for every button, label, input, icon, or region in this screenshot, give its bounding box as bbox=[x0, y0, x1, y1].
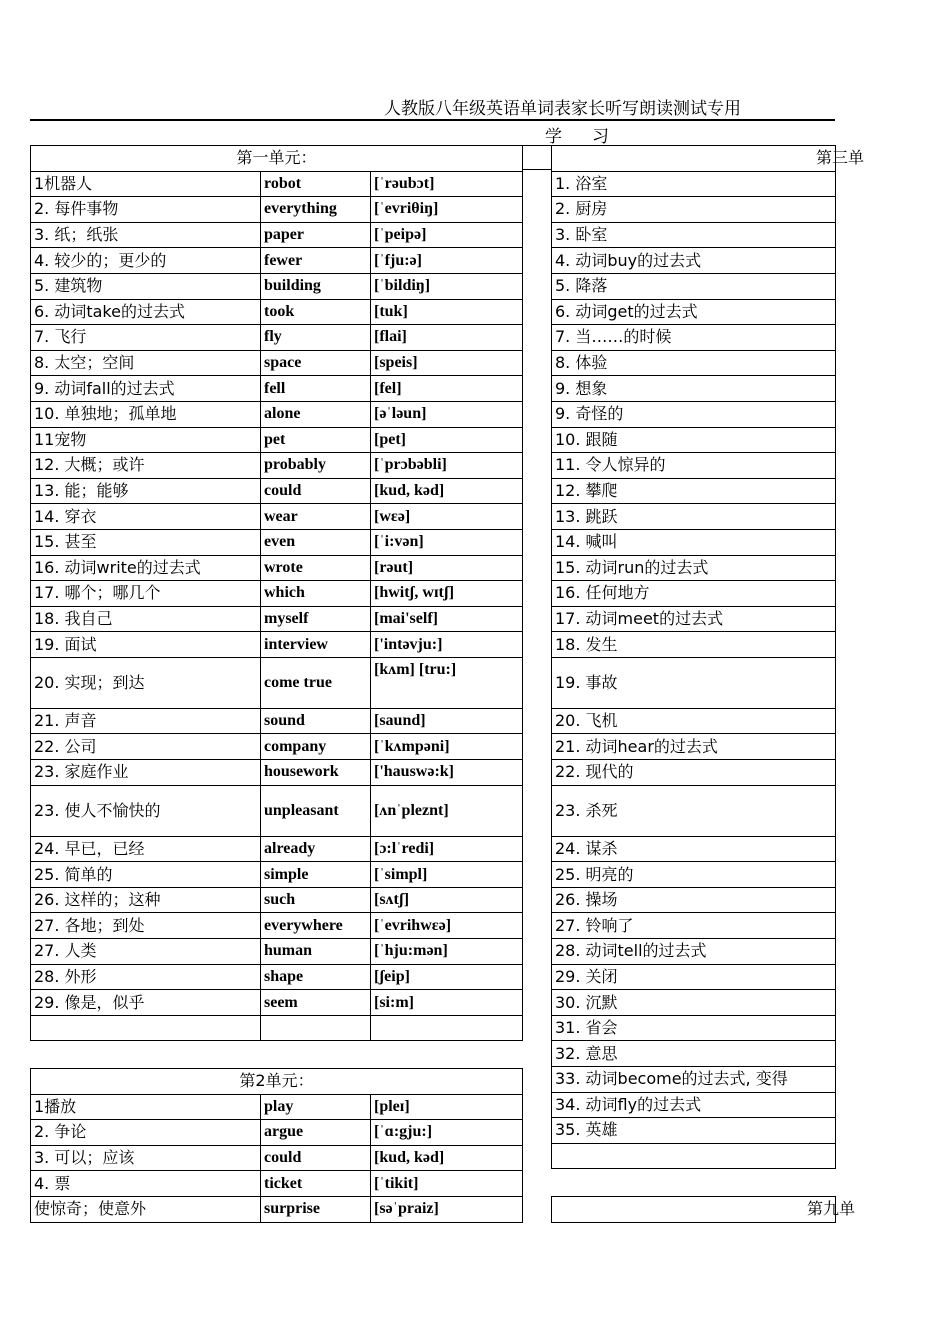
phonetic-cell: [ˈsimpl] bbox=[371, 862, 523, 888]
english-cell: could bbox=[261, 478, 371, 504]
unit9-table bbox=[551, 1196, 855, 1223]
chinese-cell bbox=[552, 1143, 836, 1169]
table-row bbox=[31, 657, 523, 708]
table-row bbox=[552, 862, 836, 888]
chinese-cell: 14. 喊叫 bbox=[552, 529, 836, 555]
table-row bbox=[552, 1067, 836, 1093]
table-row bbox=[552, 478, 836, 504]
chinese-cell: 23. 家庭作业 bbox=[31, 760, 261, 786]
table-row bbox=[31, 197, 523, 223]
table-row bbox=[31, 785, 523, 836]
phonetic-cell: [ˈpeipə] bbox=[371, 222, 523, 248]
chinese-cell: 26. 操场 bbox=[552, 887, 836, 913]
table-row bbox=[552, 504, 836, 530]
chinese-cell: 29. 关闭 bbox=[552, 964, 836, 990]
table-row bbox=[552, 171, 836, 197]
table-row bbox=[552, 427, 836, 453]
english-cell: sound bbox=[261, 708, 371, 734]
phonetic-cell: [kʌm] [tru:] bbox=[371, 657, 523, 708]
phonetic-cell: [sʌtʃ] bbox=[371, 887, 523, 913]
table-row bbox=[552, 299, 836, 325]
table-row bbox=[552, 555, 836, 581]
table-row bbox=[31, 708, 523, 734]
chinese-cell: 1. 浴室 bbox=[552, 171, 836, 197]
english-cell: wrote bbox=[261, 555, 371, 581]
page-subtitle: 学习 bbox=[545, 127, 639, 147]
phonetic-cell: [kud, kəd] bbox=[371, 478, 523, 504]
chinese-cell: 7. 飞行 bbox=[31, 325, 261, 351]
table-row bbox=[552, 887, 836, 913]
chinese-cell: 35. 英雄 bbox=[552, 1118, 836, 1144]
english-cell: alone bbox=[261, 401, 371, 427]
english-cell: shape bbox=[261, 964, 371, 990]
table-row bbox=[552, 632, 836, 658]
phonetic-cell: [flai] bbox=[371, 325, 523, 351]
english-cell: already bbox=[261, 836, 371, 862]
table-row bbox=[552, 350, 836, 376]
english-cell: building bbox=[261, 273, 371, 299]
chinese-cell: 30. 沉默 bbox=[552, 990, 836, 1016]
chinese-cell: 15. 动词run的过去式 bbox=[552, 555, 836, 581]
phonetic-cell: [kud, kəd] bbox=[371, 1145, 523, 1171]
phonetic-cell: [ˈprɔbəbli] bbox=[371, 453, 523, 479]
phonetic-cell: [ˈtikit] bbox=[371, 1171, 523, 1197]
english-cell: surprise bbox=[261, 1196, 371, 1222]
chinese-cell: 1播放 bbox=[31, 1094, 261, 1120]
chinese-cell: 29. 像是，似乎 bbox=[31, 990, 261, 1016]
english-cell: ticket bbox=[261, 1171, 371, 1197]
chinese-cell: 20. 飞机 bbox=[552, 708, 836, 734]
chinese-cell: 33. 动词become的过去式, 变得 bbox=[552, 1067, 836, 1093]
chinese-cell: 25. 简单的 bbox=[31, 862, 261, 888]
table-row bbox=[552, 197, 836, 223]
chinese-cell: 31. 省会 bbox=[552, 1015, 836, 1041]
phonetic-cell: [pleɪ] bbox=[371, 1094, 523, 1120]
phonetic-cell: [hwitʃ, wɪtʃ] bbox=[371, 581, 523, 607]
chinese-cell: 19. 事故 bbox=[552, 657, 836, 708]
phonetic-cell: [wɛə] bbox=[371, 504, 523, 530]
phonetic-cell: [ʌnˈpleznt] bbox=[371, 785, 523, 836]
phonetic-cell: [ʃeip] bbox=[371, 964, 523, 990]
table-row bbox=[31, 1120, 523, 1146]
english-cell: argue bbox=[261, 1120, 371, 1146]
chinese-cell: 28. 动词tell的过去式 bbox=[552, 939, 836, 965]
phonetic-cell: [rəut] bbox=[371, 555, 523, 581]
english-cell: fewer bbox=[261, 248, 371, 274]
chinese-cell: 11宠物 bbox=[31, 427, 261, 453]
chinese-cell: 28. 外形 bbox=[31, 964, 261, 990]
chinese-cell: 1机器人 bbox=[31, 171, 261, 197]
table-row bbox=[31, 581, 523, 607]
table-row bbox=[552, 606, 836, 632]
table-row bbox=[552, 273, 836, 299]
english-cell: pet bbox=[261, 427, 371, 453]
phonetic-cell: [ˈevrihwɛə] bbox=[371, 913, 523, 939]
english-cell: such bbox=[261, 887, 371, 913]
chinese-cell: 23. 使人不愉快的 bbox=[31, 785, 261, 836]
page-title: 人教版八年级英语单词表家长听写朗读测试专用 bbox=[384, 99, 741, 119]
table-row bbox=[31, 555, 523, 581]
table-row bbox=[31, 887, 523, 913]
table-row bbox=[552, 1092, 836, 1118]
chinese-cell: 26. 这样的；这种 bbox=[31, 887, 261, 913]
english-cell: play bbox=[261, 1094, 371, 1120]
phonetic-cell bbox=[371, 1015, 523, 1041]
english-cell: everywhere bbox=[261, 913, 371, 939]
english-cell: human bbox=[261, 939, 371, 965]
table-row bbox=[31, 222, 523, 248]
table-row bbox=[31, 862, 523, 888]
chinese-cell bbox=[31, 1015, 261, 1041]
phonetic-cell: [səˈpraiz] bbox=[371, 1196, 523, 1222]
english-cell: space bbox=[261, 350, 371, 376]
table-row bbox=[31, 273, 523, 299]
chinese-cell: 25. 明亮的 bbox=[552, 862, 836, 888]
english-cell bbox=[261, 1015, 371, 1041]
chinese-cell: 10. 跟随 bbox=[552, 427, 836, 453]
chinese-cell: 17. 动词meet的过去式 bbox=[552, 606, 836, 632]
table-row bbox=[31, 529, 523, 555]
table-row bbox=[552, 964, 836, 990]
chinese-cell: 9. 奇怪的 bbox=[552, 401, 836, 427]
table-row bbox=[31, 964, 523, 990]
chinese-cell: 3. 纸；纸张 bbox=[31, 222, 261, 248]
chinese-cell: 27. 各地；到处 bbox=[31, 913, 261, 939]
phonetic-cell: [saund] bbox=[371, 708, 523, 734]
table-row bbox=[552, 581, 836, 607]
chinese-cell: 16. 动词write的过去式 bbox=[31, 555, 261, 581]
chinese-cell: 12. 大概；或许 bbox=[31, 453, 261, 479]
table-row bbox=[31, 1196, 523, 1222]
english-cell: could bbox=[261, 1145, 371, 1171]
table-row bbox=[552, 325, 836, 351]
table-row bbox=[552, 222, 836, 248]
unit1-table bbox=[30, 145, 523, 1041]
unit2-heading: 第2单元： bbox=[31, 1069, 523, 1095]
english-cell: housework bbox=[261, 760, 371, 786]
phonetic-cell: [mai'self] bbox=[371, 606, 523, 632]
chinese-cell: 7. 当……的时候 bbox=[552, 325, 836, 351]
phonetic-cell: [tuk] bbox=[371, 299, 523, 325]
english-cell: which bbox=[261, 581, 371, 607]
chinese-cell: 22. 公司 bbox=[31, 734, 261, 760]
title-underline bbox=[30, 119, 835, 121]
chinese-cell: 32. 意思 bbox=[552, 1041, 836, 1067]
table-row bbox=[552, 760, 836, 786]
table-row bbox=[31, 376, 523, 402]
chinese-cell: 11. 令人惊异的 bbox=[552, 453, 836, 479]
phonetic-cell: [ˈbildiŋ] bbox=[371, 273, 523, 299]
english-cell: fell bbox=[261, 376, 371, 402]
english-cell: robot bbox=[261, 171, 371, 197]
table-row bbox=[31, 836, 523, 862]
english-cell: fly bbox=[261, 325, 371, 351]
phonetic-cell: ['hauswə:k] bbox=[371, 760, 523, 786]
phonetic-cell: [ɔ:lˈredi] bbox=[371, 836, 523, 862]
phonetic-cell: ['intəvju:] bbox=[371, 632, 523, 658]
table-row bbox=[31, 760, 523, 786]
chinese-cell: 13. 能；能够 bbox=[31, 478, 261, 504]
table-row bbox=[552, 1015, 836, 1041]
english-cell: probably bbox=[261, 453, 371, 479]
phonetic-cell: [ˈrəubɔt] bbox=[371, 171, 523, 197]
phonetic-cell: [ˈkʌmpəni] bbox=[371, 734, 523, 760]
english-cell: unpleasant bbox=[261, 785, 371, 836]
chinese-cell: 10. 单独地；孤单地 bbox=[31, 401, 261, 427]
table-row bbox=[31, 913, 523, 939]
english-cell: simple bbox=[261, 862, 371, 888]
phonetic-cell: [ˈhju:mən] bbox=[371, 939, 523, 965]
table-row bbox=[31, 299, 523, 325]
table-row bbox=[31, 990, 523, 1016]
chinese-cell: 27. 人类 bbox=[31, 939, 261, 965]
chinese-cell: 2. 厨房 bbox=[552, 197, 836, 223]
table-row bbox=[552, 376, 836, 402]
table-row bbox=[552, 1143, 836, 1169]
chinese-cell: 24. 谋杀 bbox=[552, 836, 836, 862]
table-row bbox=[31, 171, 523, 197]
table-row bbox=[31, 504, 523, 530]
chinese-cell: 4. 动词buy的过去式 bbox=[552, 248, 836, 274]
chinese-cell: 18. 我自己 bbox=[31, 606, 261, 632]
chinese-cell: 4. 较少的；更少的 bbox=[31, 248, 261, 274]
table-row bbox=[552, 1041, 836, 1067]
table-row bbox=[31, 939, 523, 965]
chinese-cell: 12. 攀爬 bbox=[552, 478, 836, 504]
phonetic-cell: [ˈi:vən] bbox=[371, 529, 523, 555]
english-cell: come true bbox=[261, 657, 371, 708]
table-row bbox=[552, 401, 836, 427]
table-row bbox=[31, 734, 523, 760]
english-cell: myself bbox=[261, 606, 371, 632]
chinese-cell: 13. 跳跃 bbox=[552, 504, 836, 530]
english-cell: paper bbox=[261, 222, 371, 248]
table-row bbox=[31, 632, 523, 658]
chinese-cell: 24. 早已，已经 bbox=[31, 836, 261, 862]
chinese-cell: 27. 铃响了 bbox=[552, 913, 836, 939]
unit3-heading-cell bbox=[552, 146, 864, 172]
chinese-cell: 21. 声音 bbox=[31, 708, 261, 734]
chinese-cell: 34. 动词fly的过去式 bbox=[552, 1092, 836, 1118]
chinese-cell: 9. 想象 bbox=[552, 376, 836, 402]
chinese-cell: 6. 动词get的过去式 bbox=[552, 299, 836, 325]
table-row bbox=[31, 248, 523, 274]
table-row bbox=[31, 401, 523, 427]
chinese-cell: 21. 动词hear的过去式 bbox=[552, 734, 836, 760]
english-cell: interview bbox=[261, 632, 371, 658]
phonetic-cell: [pet] bbox=[371, 427, 523, 453]
table-row bbox=[31, 1171, 523, 1197]
english-cell: wear bbox=[261, 504, 371, 530]
chinese-cell: 3. 可以；应该 bbox=[31, 1145, 261, 1171]
chinese-cell: 6. 动词take的过去式 bbox=[31, 299, 261, 325]
table-row bbox=[552, 708, 836, 734]
english-cell: seem bbox=[261, 990, 371, 1016]
chinese-cell: 8. 体验 bbox=[552, 350, 836, 376]
english-cell: everything bbox=[261, 197, 371, 223]
table-row bbox=[552, 990, 836, 1016]
phonetic-cell: [si:m] bbox=[371, 990, 523, 1016]
chinese-cell: 4. 票 bbox=[31, 1171, 261, 1197]
phonetic-cell: [ˈfju:ə] bbox=[371, 248, 523, 274]
table-row bbox=[31, 427, 523, 453]
table-row bbox=[31, 1015, 523, 1041]
phonetic-cell: [ˈevriθiŋ] bbox=[371, 197, 523, 223]
english-cell: even bbox=[261, 529, 371, 555]
chinese-cell: 3. 卧室 bbox=[552, 222, 836, 248]
chinese-cell: 23. 杀死 bbox=[552, 785, 836, 836]
unit9-heading: 第九单 bbox=[806, 1199, 855, 1219]
table-row bbox=[552, 734, 836, 760]
chinese-cell: 19. 面试 bbox=[31, 632, 261, 658]
phonetic-cell: [fel] bbox=[371, 376, 523, 402]
chinese-cell: 14. 穿衣 bbox=[31, 504, 261, 530]
table-row bbox=[552, 248, 836, 274]
unit3-heading: 第三单 bbox=[815, 148, 864, 168]
english-cell: company bbox=[261, 734, 371, 760]
unit3-table bbox=[551, 145, 864, 1169]
english-cell: took bbox=[261, 299, 371, 325]
chinese-cell: 5. 建筑物 bbox=[31, 273, 261, 299]
chinese-cell: 22. 现代的 bbox=[552, 760, 836, 786]
table-row bbox=[31, 453, 523, 479]
table-row bbox=[552, 785, 836, 836]
chinese-cell: 使惊奇；使意外 bbox=[31, 1196, 261, 1222]
chinese-cell: 18. 发生 bbox=[552, 632, 836, 658]
column-gap bbox=[523, 145, 551, 170]
chinese-cell: 16. 任何地方 bbox=[552, 581, 836, 607]
phonetic-cell: [speis] bbox=[371, 350, 523, 376]
table-row bbox=[31, 325, 523, 351]
unit1-heading: 第一单元： bbox=[31, 146, 523, 172]
chinese-cell: 2. 争论 bbox=[31, 1120, 261, 1146]
table-row bbox=[552, 1118, 836, 1144]
chinese-cell: 2. 每件事物 bbox=[31, 197, 261, 223]
table-row bbox=[552, 939, 836, 965]
chinese-cell: 5. 降落 bbox=[552, 273, 836, 299]
chinese-cell: 17. 哪个；哪几个 bbox=[31, 581, 261, 607]
table-row bbox=[552, 913, 836, 939]
phonetic-cell: [ˈɑ:gju:] bbox=[371, 1120, 523, 1146]
table-row bbox=[31, 1094, 523, 1120]
table-row bbox=[552, 453, 836, 479]
chinese-cell: 15. 甚至 bbox=[31, 529, 261, 555]
table-row bbox=[552, 529, 836, 555]
table-row bbox=[552, 836, 836, 862]
table-row bbox=[552, 657, 836, 708]
chinese-cell: 9. 动词fall的过去式 bbox=[31, 376, 261, 402]
unit9-heading-cell bbox=[552, 1197, 855, 1223]
chinese-cell: 20. 实现；到达 bbox=[31, 657, 261, 708]
chinese-cell: 8. 太空；空间 bbox=[31, 350, 261, 376]
unit2-table bbox=[30, 1068, 523, 1223]
table-row bbox=[31, 478, 523, 504]
phonetic-cell: [əˈləun] bbox=[371, 401, 523, 427]
table-row bbox=[31, 350, 523, 376]
table-row bbox=[31, 1145, 523, 1171]
table-row bbox=[31, 606, 523, 632]
